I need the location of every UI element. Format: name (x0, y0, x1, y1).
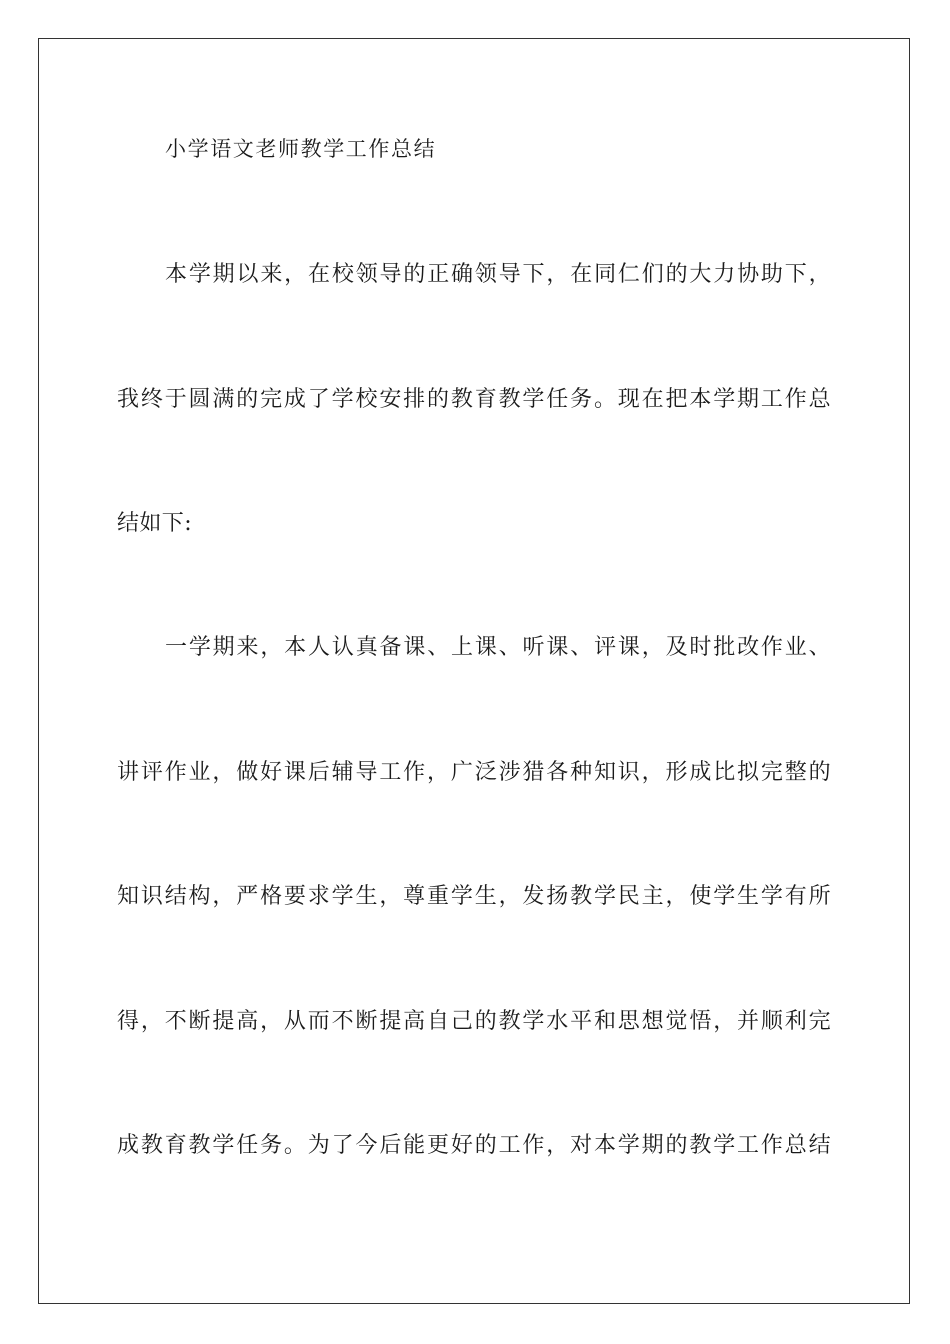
paragraph-line: 讲评作业，做好课后辅导工作，广泛涉猎各种知识，形成比拟完整的 (117, 760, 831, 785)
paragraph-line: 本学期以来，在校领导的正确领导下，在同仁们的大力协助下， (165, 262, 831, 287)
paragraph-line: 一学期来，本人认真备课、上课、听课、评课，及时批改作业、 (165, 635, 831, 660)
paragraph-line: 成教育教学任务。为了今后能更好的工作，对本学期的教学工作总结 (117, 1133, 831, 1158)
page-frame (38, 38, 910, 1304)
paragraph-line: 知识结构，严格要求学生，尊重学生，发扬教学民主，使学生学有所 (117, 884, 831, 909)
document-title: 小学语文老师教学工作总结 (165, 137, 437, 161)
paragraph-line: 得，不断提高，从而不断提高自己的教学水平和思想觉悟，并顺利完 (117, 1009, 831, 1034)
paragraph-line: 我终于圆满的完成了学校安排的教育教学任务。现在把本学期工作总 (117, 387, 831, 412)
paragraph-line: 结如下: (117, 511, 193, 536)
